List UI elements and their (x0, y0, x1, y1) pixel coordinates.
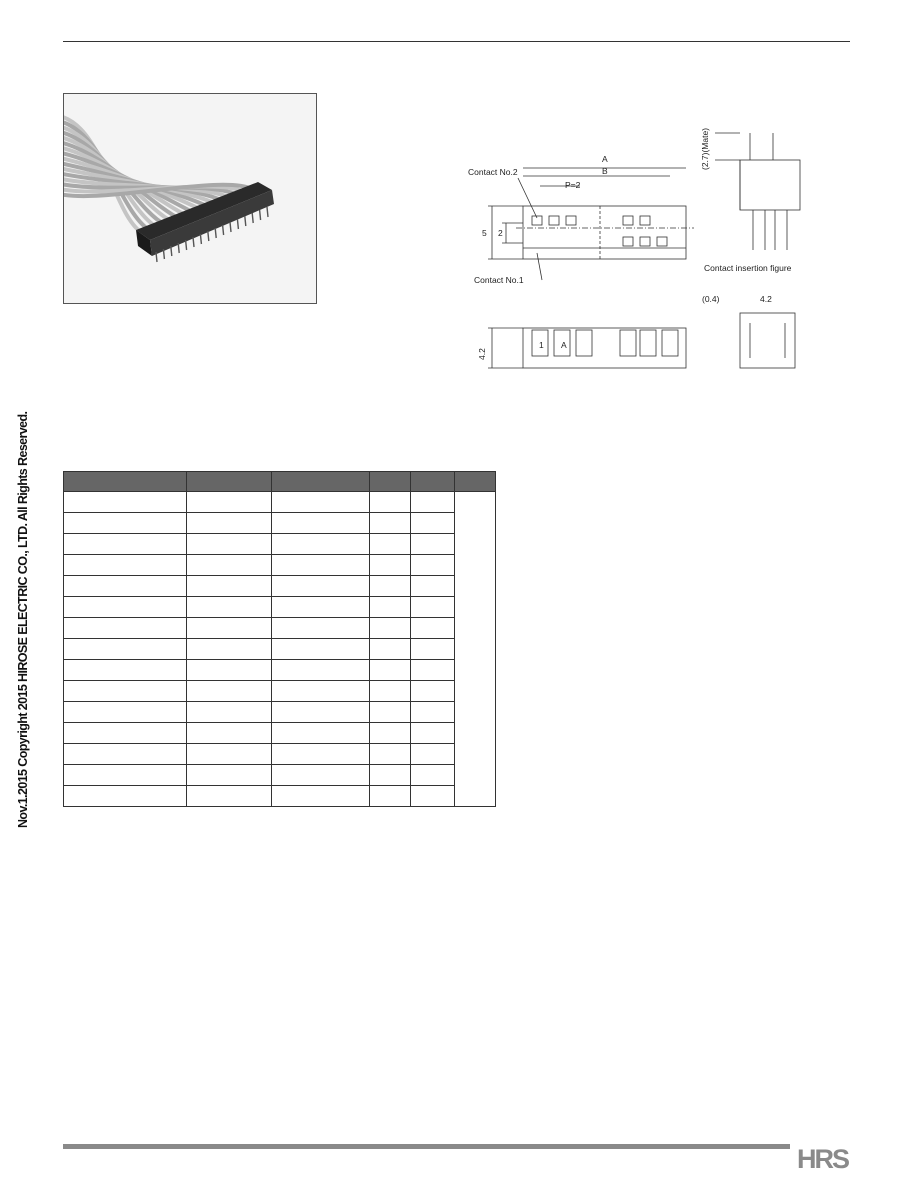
table-cell (411, 702, 455, 723)
table-cell (187, 513, 272, 534)
table-cell (187, 681, 272, 702)
table-cell (64, 660, 187, 681)
table-cell (272, 555, 370, 576)
label-dim-a2: A (561, 340, 567, 350)
table-cell (411, 597, 455, 618)
table-cell (411, 786, 455, 807)
table-cell (411, 555, 455, 576)
label-contact-no2: Contact No.2 (468, 167, 518, 177)
dimension-drawing (440, 98, 860, 388)
table-cell (370, 723, 411, 744)
table-row (64, 555, 496, 576)
table-cell (64, 492, 187, 513)
pin (163, 249, 164, 259)
table-cell (272, 765, 370, 786)
table-cell (370, 576, 411, 597)
table-cell (272, 534, 370, 555)
label-contact-insertion: Contact insertion figure (704, 263, 792, 273)
table-merged-cell (455, 492, 496, 807)
pin (171, 246, 172, 256)
label-dim-42-b: 4.2 (477, 348, 487, 360)
hrs-logo (796, 1141, 851, 1173)
svg-text:HRS: HRS (797, 1144, 849, 1173)
pin (193, 237, 194, 247)
pin (200, 234, 201, 244)
table-cell (411, 513, 455, 534)
table-row (64, 702, 496, 723)
table-header-cell (411, 472, 455, 492)
table-cell (272, 744, 370, 765)
table-cell (272, 723, 370, 744)
table-cell (64, 618, 187, 639)
table-cell (370, 513, 411, 534)
table-row (64, 534, 496, 555)
label-dim-04: (0.4) (702, 294, 720, 304)
label-dim-5: 5 (482, 228, 487, 238)
table-cell (272, 639, 370, 660)
pin (156, 252, 157, 262)
top-view-outline (523, 206, 686, 259)
table-cell (64, 744, 187, 765)
table-cell (187, 702, 272, 723)
table-cell (370, 744, 411, 765)
label-dim-27: (2.7)(Mate) (700, 127, 710, 170)
table-cell (187, 639, 272, 660)
table-cell (64, 534, 187, 555)
table-header-cell (455, 472, 496, 492)
table-row (64, 744, 496, 765)
table-cell (64, 681, 187, 702)
table-cell (411, 681, 455, 702)
table-row (64, 576, 496, 597)
table-cell (370, 765, 411, 786)
table-row (64, 681, 496, 702)
bottom-rule (63, 1144, 790, 1149)
table-cell (411, 660, 455, 681)
table-cell (187, 786, 272, 807)
table-cell (187, 765, 272, 786)
table-cell (411, 744, 455, 765)
table-cell (411, 765, 455, 786)
table-cell (411, 639, 455, 660)
table-cell (411, 723, 455, 744)
product-photo (63, 93, 317, 304)
copyright-notice: Nov.1.2015 Copyright 2015 HIROSE ELECTRIC CO., LTD. All Rights Reserved. (16, 411, 30, 828)
table-cell (64, 639, 187, 660)
pin (208, 231, 209, 241)
table-row (64, 660, 496, 681)
pin (245, 216, 246, 226)
table-cell (272, 492, 370, 513)
table-header-cell (64, 472, 187, 492)
table-cell (64, 513, 187, 534)
table-cell (272, 618, 370, 639)
label-dim-1: 1 (539, 340, 544, 350)
table-cell (64, 765, 187, 786)
spec-table (63, 471, 496, 807)
table-cell (370, 660, 411, 681)
table-cell (187, 660, 272, 681)
label-contact-no1: Contact No.1 (474, 275, 524, 285)
table-cell (272, 681, 370, 702)
top-rule (63, 41, 850, 42)
table-row (64, 765, 496, 786)
table-header-row (64, 472, 496, 492)
table-header-cell (370, 472, 411, 492)
label-dim-42-a: 4.2 (760, 294, 772, 304)
table-cell (187, 534, 272, 555)
table-cell (370, 597, 411, 618)
table-cell (187, 576, 272, 597)
table-cell (187, 744, 272, 765)
table-row (64, 639, 496, 660)
table-header-cell (272, 472, 370, 492)
table-cell (370, 639, 411, 660)
table-header-cell (187, 472, 272, 492)
table-cell (370, 681, 411, 702)
pin (215, 228, 216, 238)
table-row (64, 597, 496, 618)
pin (237, 219, 238, 229)
table-cell (411, 576, 455, 597)
table-body (64, 492, 496, 807)
table-cell (187, 597, 272, 618)
table-row (64, 492, 496, 513)
table-cell (64, 555, 187, 576)
pin (252, 213, 253, 223)
table-cell (187, 618, 272, 639)
table-cell (370, 492, 411, 513)
pin (230, 222, 231, 232)
pin (223, 225, 224, 235)
table-cell (370, 702, 411, 723)
table-cell (187, 492, 272, 513)
table-cell (370, 555, 411, 576)
table-row (64, 618, 496, 639)
table-cell (64, 723, 187, 744)
table-cell (64, 597, 187, 618)
table-cell (370, 786, 411, 807)
table-cell (187, 555, 272, 576)
table-cell (64, 576, 187, 597)
table-cell (411, 618, 455, 639)
table-row (64, 786, 496, 807)
table-cell (370, 618, 411, 639)
label-dim-b: B (602, 166, 608, 176)
table-cell (370, 534, 411, 555)
table-cell (272, 702, 370, 723)
table-row (64, 513, 496, 534)
label-dim-2: 2 (498, 228, 503, 238)
table-cell (272, 660, 370, 681)
table-cell (272, 786, 370, 807)
table-cell (272, 576, 370, 597)
cable-assembly-image (64, 94, 317, 304)
label-dim-a: A (602, 154, 608, 164)
table-cell (411, 534, 455, 555)
pin (260, 210, 261, 220)
label-dim-pitch: P=2 (565, 180, 581, 190)
table-cell (64, 786, 187, 807)
table-row (64, 723, 496, 744)
pin (267, 207, 268, 217)
table-cell (411, 492, 455, 513)
table-cell (187, 723, 272, 744)
table-cell (272, 597, 370, 618)
table-cell (64, 702, 187, 723)
pin (186, 240, 187, 250)
table-cell (272, 513, 370, 534)
pin (178, 243, 179, 253)
